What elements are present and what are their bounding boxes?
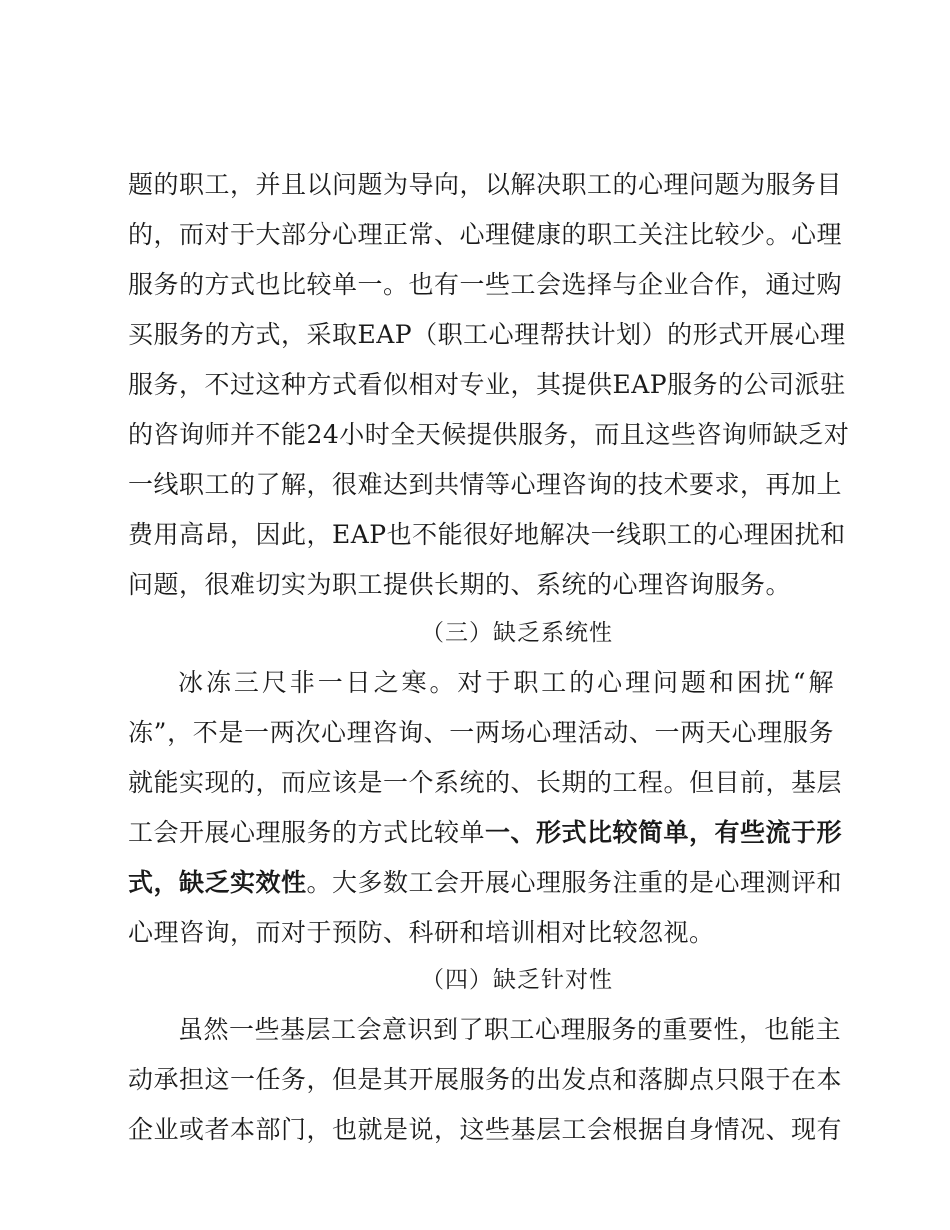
paragraph-line: 的咨询师并不能24小时全天候提供服务，而且这些咨询师缺乏对 xyxy=(128,420,850,449)
paragraph-line: 冻”，不是一两次心理咨询、一两场心理活动、一两天心理服务 xyxy=(128,718,834,747)
paragraph-line: 题的职工，并且以问题为导向，以解决职工的心理问题为服务目 xyxy=(128,170,843,199)
paragraph-line: 问题，很难切实为职工提供长期的、系统的心理咨询服务。 xyxy=(128,570,792,599)
paragraph-line: 的，而对于大部分心理正常、心理健康的职工关注比较少。心理 xyxy=(128,220,843,249)
paragraph-line: 冰冻三尺非一日之寒。对于职工的心理问题和困扰“解 xyxy=(178,668,834,697)
paragraph-line-mixed xyxy=(128,811,843,855)
paragraph-line-mixed xyxy=(128,861,843,905)
normal-text: 工会开展心理服务的方式比较单 xyxy=(128,818,486,847)
paragraph-line: 一线职工的了解，很难达到共情等心理咨询的技术要求，再加上 xyxy=(128,470,843,499)
normal-text: 。大多数工会开展心理服务注重的是心理测评和 xyxy=(306,868,843,897)
paragraph-line: 就能实现的，而应该是一个系统的、长期的工程。但目前，基层 xyxy=(128,768,843,797)
section-heading-3: （三）缺乏系统性 xyxy=(421,620,613,646)
section-heading-4: （四）缺乏针对性 xyxy=(421,967,613,993)
bold-emphasis-text: 式，缺乏实效性 xyxy=(128,868,307,897)
paragraph-line: 费用高昂，因此，EAP也不能很好地解决一线职工的心理困扰和 xyxy=(128,520,846,549)
paragraph-line: 心理咨询，而对于预防、科研和培训相对比较忽视。 xyxy=(128,918,715,947)
paragraph-line: 动承担这一任务，但是其开展服务的出发点和落脚点只限于在本 xyxy=(128,1065,843,1094)
paragraph-line: 服务的方式也比较单一。也有一些工会选择与企业合作，通过购 xyxy=(128,270,843,299)
paragraph-line: 服务，不过这种方式看似相对专业，其提供EAP服务的公司派驻 xyxy=(128,370,846,399)
paragraph-line: 虽然一些基层工会意识到了职工心理服务的重要性，也能主 xyxy=(178,1015,842,1044)
paragraph-line: 企业或者本部门，也就是说，这些基层工会根据自身情况、现有 xyxy=(128,1115,843,1144)
paragraph-line: 买服务的方式，采取EAP（职工心理帮扶计划）的形式开展心理 xyxy=(128,320,846,349)
bold-emphasis-text: 一、形式比较简单，有些流于形 xyxy=(485,818,843,847)
